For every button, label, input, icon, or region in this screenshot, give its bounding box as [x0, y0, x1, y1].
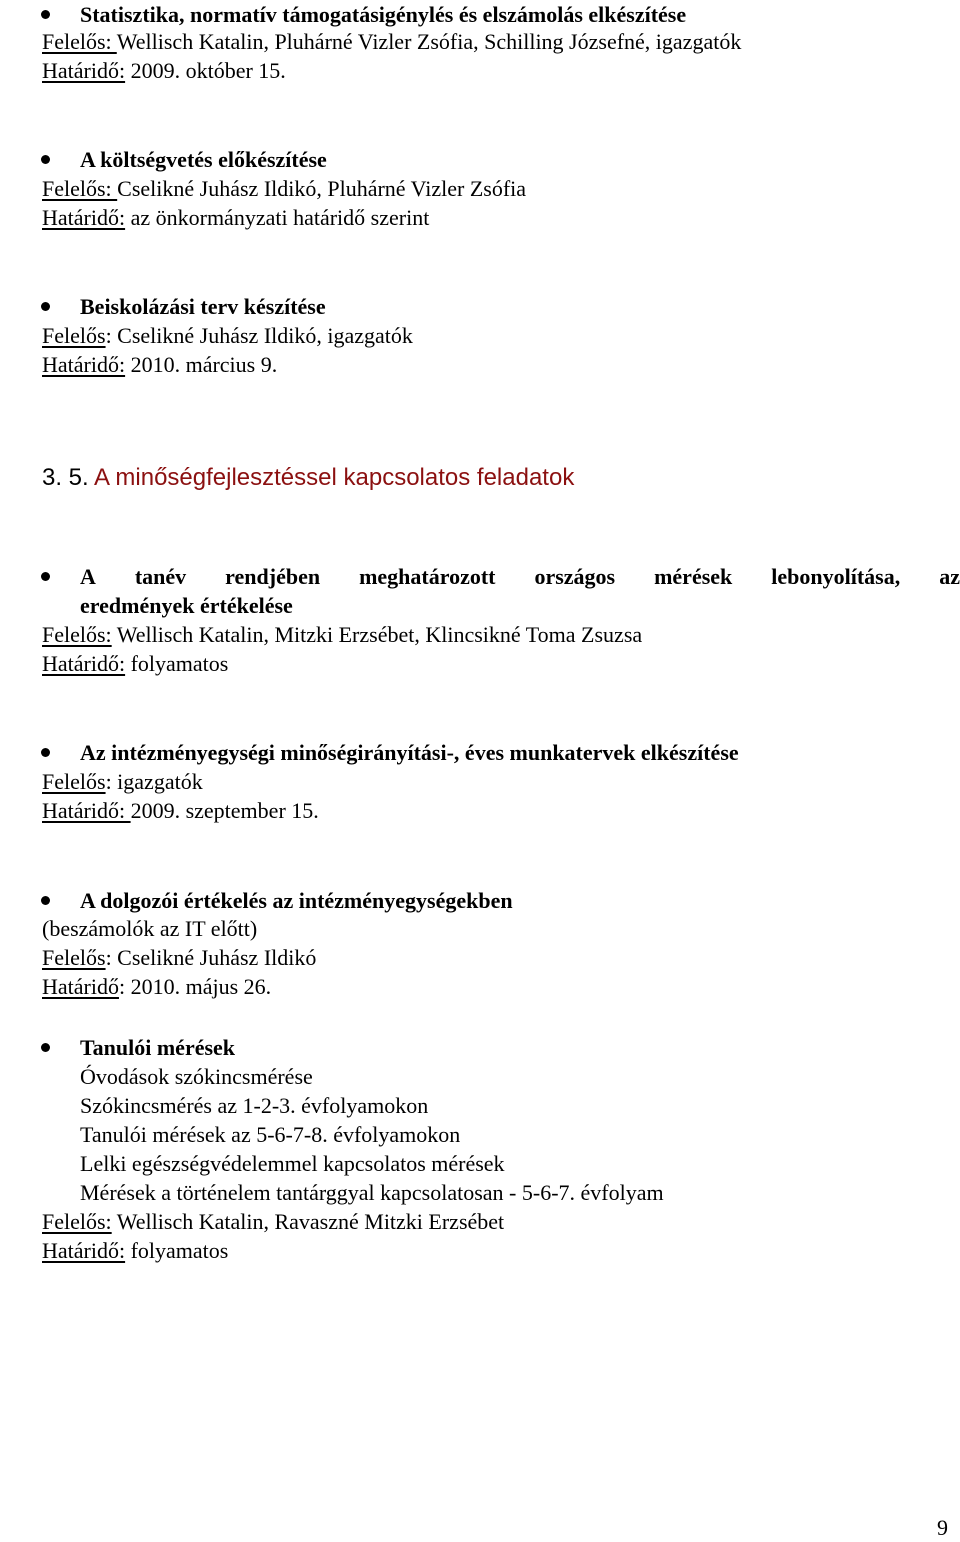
responsible-label: Felelős	[42, 323, 106, 348]
responsible-line	[42, 1207, 504, 1236]
responsible-label: Felelős	[42, 769, 106, 794]
title-word: A	[80, 564, 96, 589]
responsible-line	[42, 620, 642, 649]
title-word: rendjében	[225, 564, 321, 589]
responsible-value: Wellisch Katalin, Ravaszné Mitzki Erzsébet	[111, 1209, 505, 1234]
deadline-value: 2009. október 15.	[125, 58, 286, 83]
list-item: Óvodások szókincsmérése	[80, 1064, 313, 1089]
responsible-value: : Cselikné Juhász Ildikó	[105, 945, 317, 970]
title-word: mérések	[654, 564, 733, 589]
responsible-value: : Cselikné Juhász Ildikó, igazgatók	[105, 323, 413, 348]
deadline-value: az önkormányzati határidő szerint	[125, 205, 430, 230]
responsible-label: Felelős:	[42, 176, 118, 201]
deadline-value: 2010. március 9.	[125, 352, 278, 377]
bullet-icon	[41, 572, 50, 581]
list-item: Szókincsmérés az 1-2-3. évfolyamokon	[80, 1093, 429, 1118]
deadline-line	[42, 203, 429, 232]
responsible-label: Felelős:	[42, 622, 112, 647]
title-word: országos	[534, 564, 616, 589]
responsible-line	[42, 943, 316, 972]
deadline-value: 2009. szeptember 15.	[130, 798, 319, 823]
task-title: A dolgozói értékelés az intézményegységekben	[80, 888, 513, 913]
deadline-line	[42, 1236, 228, 1265]
section-heading	[42, 462, 574, 494]
task-title: Tanulói mérések	[80, 1035, 236, 1060]
responsible-value: Wellisch Katalin, Mitzki Erzsébet, Klincsikné Toma Zsuzsa	[111, 622, 643, 647]
task-title: A költségvetés előkészítése	[80, 147, 327, 172]
responsible-value: : igazgatók	[105, 769, 203, 794]
deadline-label: Határidő:	[42, 798, 131, 823]
title-word: lebonyolítása,	[771, 564, 901, 589]
deadline-line	[42, 972, 271, 1001]
bullet-icon	[41, 748, 50, 757]
deadline-label: Határidő:	[42, 58, 126, 83]
bullet-icon	[41, 896, 50, 905]
page-number: 9	[937, 1515, 948, 1540]
section-title: A minőségfejlesztéssel kapcsolatos feladatok	[94, 464, 575, 491]
deadline-label: Határidő:	[42, 352, 126, 377]
title-word: tanév	[134, 564, 187, 589]
task-title-line-2: eredmények értékelése	[80, 593, 293, 618]
responsible-label: Felelős	[42, 945, 106, 970]
deadline-label: Határidő:	[42, 205, 126, 230]
deadline-line	[42, 649, 228, 678]
responsible-label: Felelős:	[42, 1209, 112, 1234]
list-item: Tanulói mérések az 5-6-7-8. évfolyamokon	[80, 1122, 461, 1147]
section-number: 3. 5.	[42, 464, 95, 491]
deadline-value: folyamatos	[125, 1238, 229, 1263]
deadline-line	[42, 350, 277, 379]
bullet-icon	[41, 1043, 50, 1052]
responsible-line	[42, 321, 413, 350]
bullet-icon	[41, 10, 50, 19]
responsible-value: Cselikné Juhász Ildikó, Pluhárné Vizler Zsófia	[117, 176, 527, 201]
title-word: az	[939, 564, 960, 589]
list-item: Mérések a történelem tantárggyal kapcsolatosan - 5-6-7. évfolyam	[80, 1180, 664, 1205]
task-title: Az intézményegységi minőségirányítási-, éves munkatervek elkészítése	[80, 740, 739, 765]
list-item: Lelki egészségvédelemmel kapcsolatos mérések	[80, 1151, 505, 1176]
deadline-line	[42, 56, 286, 85]
responsible-line	[42, 767, 203, 796]
bullet-icon	[41, 155, 50, 164]
deadline-label: Határidő:	[42, 651, 126, 676]
title-word: meghatározott	[359, 564, 496, 589]
deadline-value: folyamatos	[125, 651, 229, 676]
deadline-label: Határidő	[42, 974, 119, 999]
responsible-line	[42, 27, 741, 56]
responsible-value: Wellisch Katalin, Pluhárné Vizler Zsófia, Schilling Józsefné, igazgatók	[116, 29, 742, 54]
task-title: Beiskolázási terv készítése	[80, 294, 326, 319]
deadline-value: : 2010. május 26.	[118, 974, 272, 999]
deadline-line	[42, 796, 319, 825]
responsible-line	[42, 174, 526, 203]
task-title-line-1	[80, 562, 960, 591]
task-title: Statisztika, normatív támogatásigénylés és elszámolás elkészítése	[80, 2, 687, 27]
task-subtitle: (beszámolók az IT előtt)	[42, 916, 258, 941]
deadline-label: Határidő:	[42, 1238, 126, 1263]
responsible-label: Felelős:	[42, 29, 117, 54]
bullet-icon	[41, 302, 50, 311]
